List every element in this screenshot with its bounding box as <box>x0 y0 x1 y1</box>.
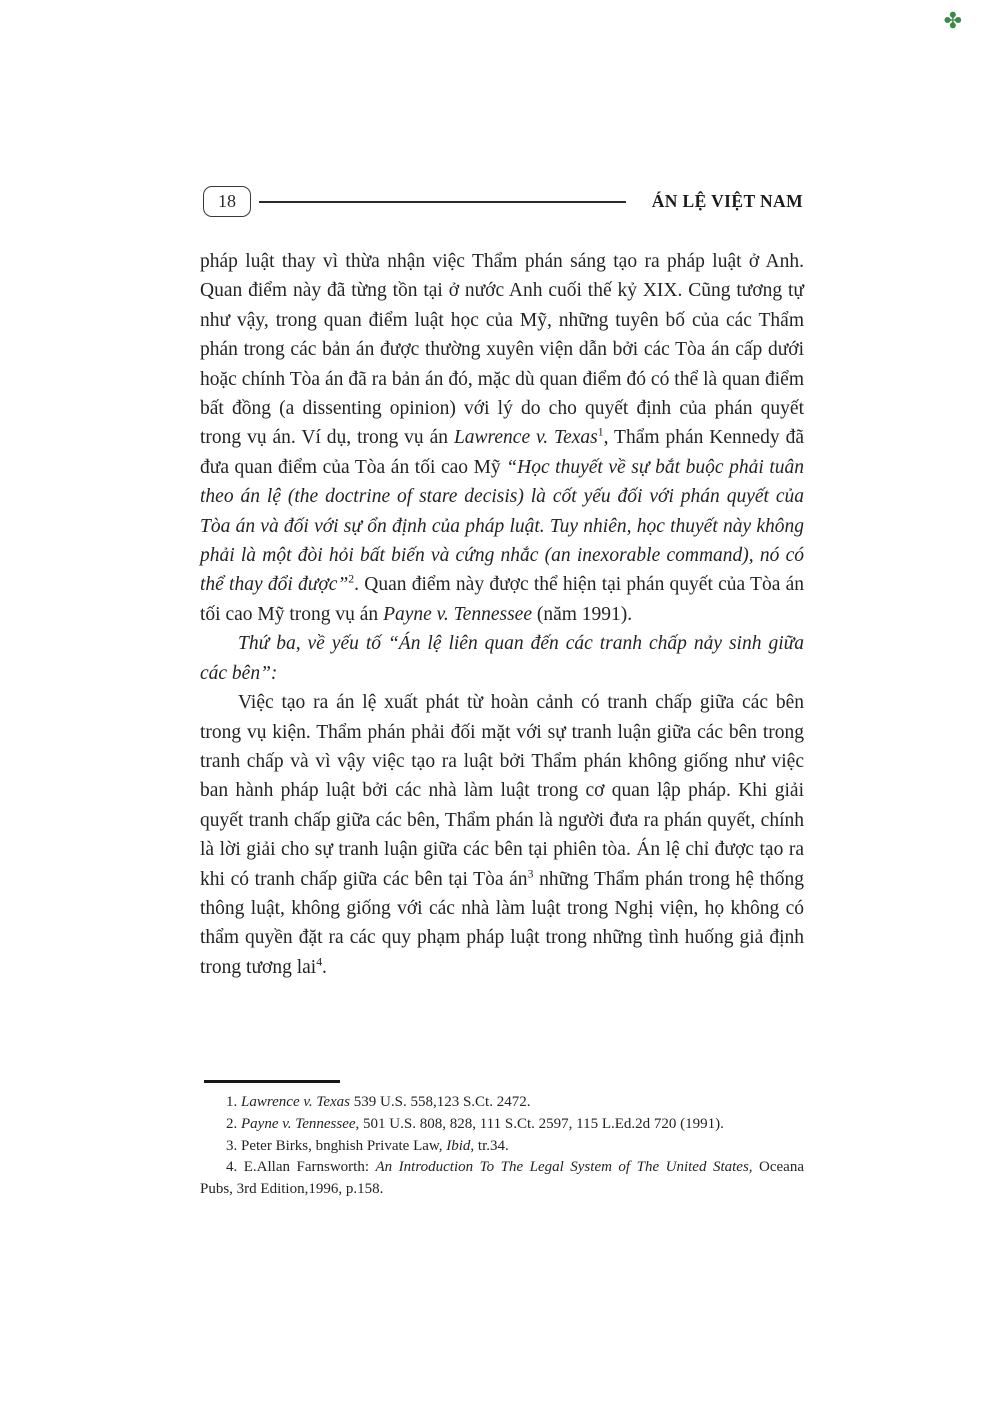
text-run: 2. <box>226 1115 241 1132</box>
page-number-box <box>203 186 251 217</box>
text-run: Lawrence v. Texas <box>241 1094 351 1110</box>
text-run: (năm 1991). <box>531 603 633 625</box>
text-run: 1. <box>226 1094 241 1110</box>
text-run: Payne v. Tennessee, <box>241 1115 360 1132</box>
text-run: 501 U.S. 808, 828, 111 S.Ct. 2597, 115 L.Ed.2d 720 (1991). <box>359 1115 724 1132</box>
text-run: những Thẩm phán trong hệ thống thông luật, không giống với các nhà làm luật trong Nghị viện, họ không có thẩm quyền đặt ra các quy phạm pháp luật trong những tình huống giả định trong tương lai <box>200 868 804 978</box>
paragraph <box>200 247 804 629</box>
text-run: pháp luật thay vì thừa nhận việc Thẩm phán sáng tạo ra pháp luật ở Anh. Quan điểm này đã từng tồn tại ở nước Anh cuối thế kỷ XIX. Cũng tương tự như vậy, trong quan điểm luật học của Mỹ, những tuyên bố của các Thẩm phán trong các bản án được thường xuyên viện dẫn bởi các Tòa án cấp dưới hoặc chính Tòa án đã ra bản án đó, mặc dù quan điểm đó có thể là quan điểm bất đồng (a dissenting opinion) với lý do cho quyết định của phán quyết trong vụ án. Ví dụ, trong vụ án <box>200 251 804 449</box>
paragraph <box>200 688 804 982</box>
text-run: Thứ ba, về yếu tố “Án lệ liên quan đến các tranh chấp nảy sinh giữa các bên”: <box>200 633 804 684</box>
superscript-ref: 3 <box>527 867 534 881</box>
text-run: “Học thuyết về sự bắt buộc phải tuân theo án lệ (the doctrine of stare decisis) là cốt yếu đối với phán quyết của Tòa án và đối với sự ổn định của pháp luật. Tuy nhiên, học thuyết này không phải là một đòi hỏi bất biến và cứng nhắc (an inexorable command), nó có thể thay đổi được” <box>200 456 804 596</box>
text-run: Lawrence v. Texas <box>453 427 598 449</box>
page-header-title: ÁN LỆ VIỆT NAM <box>651 191 803 211</box>
text-run: 3. Peter Birks, bnghish Private Law, <box>226 1137 447 1154</box>
text-run: , Thẩm phán Kennedy đã đưa quan điểm của Tòa án tối cao Mỹ <box>200 427 805 478</box>
text-run: Việc tạo ra án lệ xuất phát từ hoàn cảnh có tranh chấp giữa các bên trong vụ kiện. Thẩm phán phải đối mặt với sự tranh luận giữa các bên trong tranh chấp và vì vậy việc tạo ra luật bởi Thẩm phán không giống như việc ban hành pháp luật bởi các nhà làm luật trong cơ quan lập pháp. Khi giải quyết tranh chấp giữa các bên, Thẩm phán là người đưa ra phán quyết, chính là lời giải cho sự tranh luận giữa các bên tại phiên tòa. Án lệ chỉ được tạo ra khi có tranh chấp giữa các bên tại Tòa án <box>200 692 804 890</box>
text-run: , Oceana Pubs, 3rd Edition,1996, p.158. <box>200 1159 805 1198</box>
superscript-ref: 4 <box>316 955 323 969</box>
text-run: Ibid <box>446 1137 471 1154</box>
body-paragraphs <box>200 247 804 982</box>
header-rule <box>259 201 626 203</box>
footnote-item <box>200 1114 804 1136</box>
footnote-item <box>200 1136 804 1158</box>
superscript-ref: 2 <box>348 572 355 586</box>
superscript-ref: 1 <box>597 425 604 439</box>
text-run: 4. E.Allan Farnsworth: <box>226 1159 376 1176</box>
text-run: , tr.34. <box>470 1137 509 1154</box>
text-run: . Quan điểm này được thể hiện tại phán quyết của Tòa án tối cao Mỹ trong vụ án <box>200 574 804 625</box>
text-run: An Introduction To The Legal System of The United States <box>375 1159 749 1176</box>
footnote-item <box>200 1157 804 1201</box>
footnote-item <box>200 1092 804 1114</box>
page-header <box>203 186 803 217</box>
page-number: 18 <box>218 191 236 211</box>
footnote-separator <box>204 1080 340 1083</box>
text-run: . <box>322 956 327 978</box>
footnotes-list <box>200 1092 804 1201</box>
flower-decoration-icon: ✤ <box>943 8 962 33</box>
paragraph <box>200 629 804 688</box>
text-run: 539 U.S. 558,123 S.Ct. 2472. <box>350 1094 531 1110</box>
text-run: Payne v. Tennessee <box>383 603 532 625</box>
